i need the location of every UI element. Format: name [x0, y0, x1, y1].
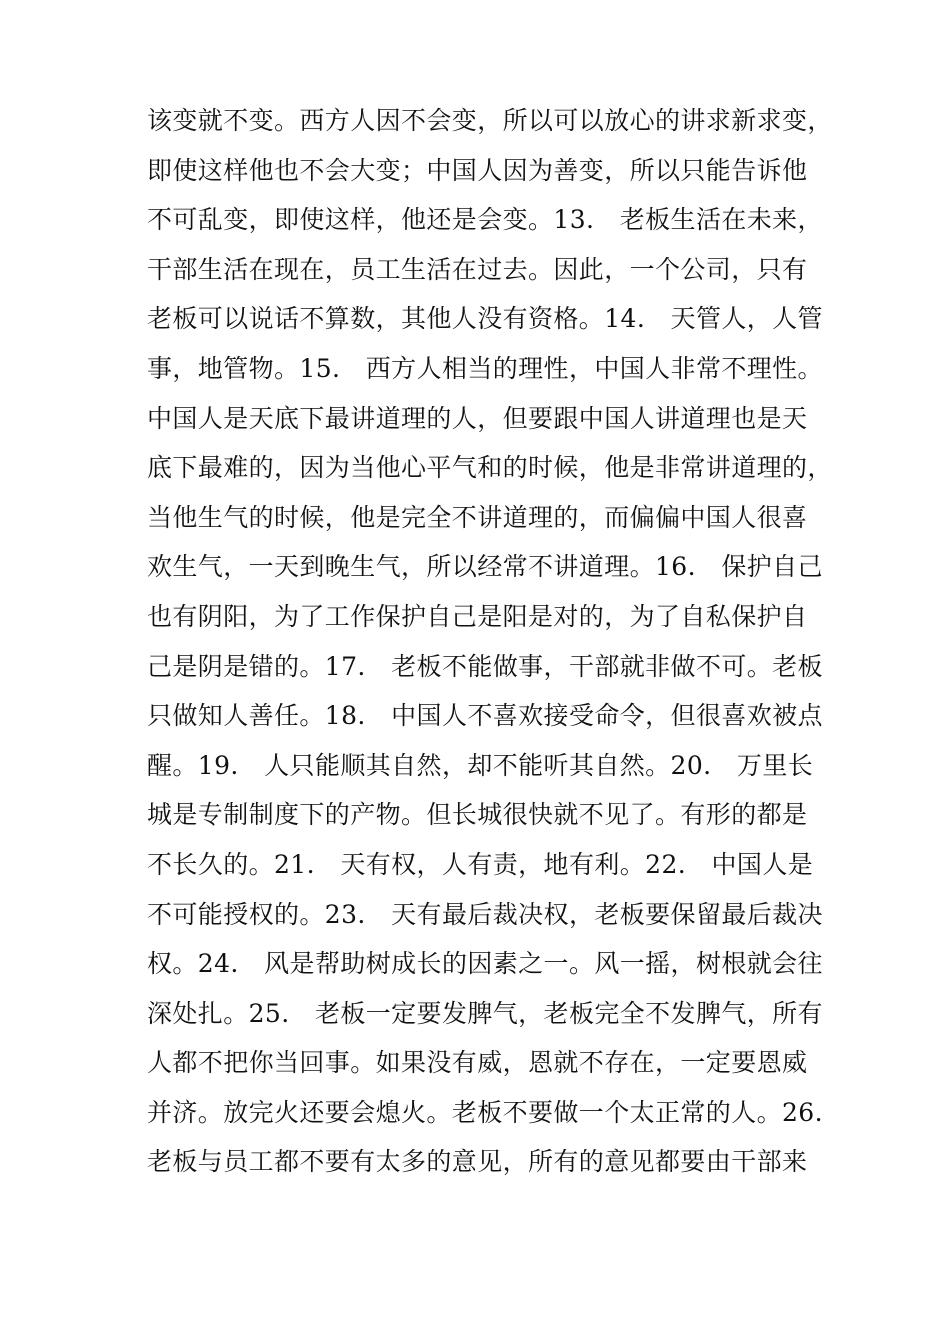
- text-line: 也有阴阳，为了工作保护自己是阳是对的，为了自私保护自: [147, 601, 808, 631]
- text-line: 权。24. 风是帮助树成长的因素之一。风一摇，树根就会往: [147, 949, 823, 979]
- text-line: 当他生气的时候，他是完全不讲道理的，而偏偏中国人很喜: [147, 502, 808, 532]
- text-line: 事，地管物。15. 西方人相当的理性，中国人非常不理性。: [147, 353, 823, 383]
- body-text: [147, 96, 833, 1187]
- text-line: 底下最难的，因为当他心平气和的时候，他是非常讲道理的，: [147, 453, 833, 483]
- text-line: 己是阴是错的。17. 老板不能做事，干部就非做不可。老板: [147, 651, 823, 681]
- text-line: 城是专制制度下的产物。但长城很快就不见了。有形的都是: [147, 800, 808, 830]
- text-line: 人都不把你当回事。如果没有威，恩就不存在，一定要恩威: [147, 1048, 808, 1078]
- text-line: 该变就不变。西方人因不会变，所以可以放心的讲求新求变，: [147, 106, 833, 135]
- text-line: 中国人是天底下最讲道理的人，但要跟中国人讲道理也是天: [147, 403, 808, 433]
- text-line: 欢生气，一天到晚生气，所以经常不讲道理。16. 保护自己: [147, 552, 823, 582]
- text-line: 不长久的。21. 天有权，人有责，地有利。22. 中国人是: [147, 849, 814, 879]
- text-line: 醒。19. 人只能顺其自然，却不能听其自然。20. 万里长: [147, 750, 814, 780]
- text-line: 不可乱变，即使这样，他还是会变。13. 老板生活在未来，: [147, 205, 823, 235]
- text-line: 老板与员工都不要有太多的意见，所有的意见都要由干部来: [147, 1147, 808, 1177]
- text-line: 干部生活在现在，员工生活在过去。因此，一个公司，只有: [147, 254, 808, 284]
- text-line: 深处扎。25. 老板一定要发脾气，老板完全不发脾气，所有: [147, 998, 823, 1028]
- text-line: 老板可以说话不算数，其他人没有资格。14. 天管人，人管: [147, 304, 823, 334]
- text-line: 只做知人善任。18. 中国人不喜欢接受命令，但很喜欢被点: [147, 701, 823, 731]
- text-line: 并济。放完火还要会熄火。老板不要做一个太正常的人。26.: [147, 1097, 823, 1127]
- text-line: 即使这样他也不会大变；中国人因为善变，所以只能告诉他: [147, 155, 808, 185]
- text-line: 不可能授权的。23. 天有最后裁决权，老板要保留最后裁决: [147, 899, 823, 929]
